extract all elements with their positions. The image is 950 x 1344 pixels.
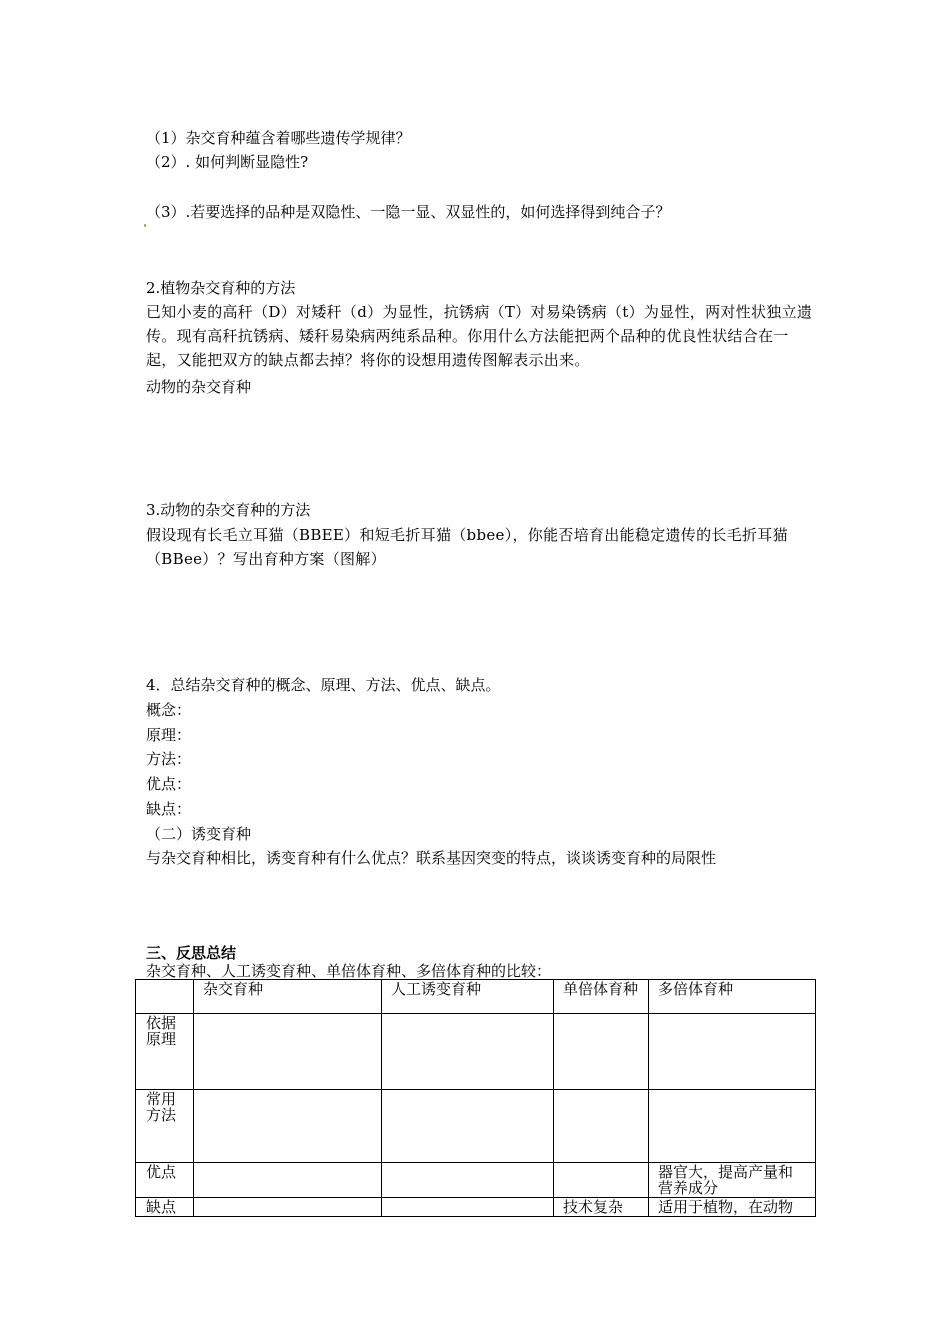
table-header-cell: 杂交育种 <box>194 980 382 1014</box>
table-cell <box>554 1163 649 1198</box>
table-cell <box>554 1014 649 1090</box>
table-header-cell: 人工诱变育种 <box>382 980 554 1014</box>
table-cell <box>554 1090 649 1163</box>
table-cell <box>194 1090 382 1163</box>
mutation-title: （二）诱变育种 <box>146 825 252 843</box>
table-cell: 技术复杂 <box>554 1198 649 1217</box>
table-row <box>136 1163 816 1198</box>
section-4-title: 4．总结杂交育种的概念、原理、方法、优点、缺点。 <box>146 676 501 694</box>
table-header-cell: 多倍体育种 <box>649 980 816 1014</box>
question-3: （3）.若要选择的品种是双隐性、一隐一显、双显性的，如何选择得到纯合子？ <box>146 203 671 221</box>
table-header-cell <box>136 980 194 1014</box>
reflection-title: 三、反思总结 <box>146 944 237 962</box>
section-3-title: 3.动物的杂交育种的方法 <box>146 501 311 519</box>
table-cell: 器官大，提高产量和营养成分 <box>649 1163 816 1198</box>
table-cell <box>382 1014 554 1090</box>
table-cell <box>194 1198 382 1217</box>
table-cell <box>382 1163 554 1198</box>
question-1: （1）杂交育种蕴含着哪些遗传学规律？ <box>146 129 411 147</box>
summary-item-concept: 概念： <box>146 701 192 719</box>
table-row <box>136 1014 816 1090</box>
table-header-cell: 单倍体育种 <box>554 980 649 1014</box>
table-row-label: 依据原理 <box>136 1014 194 1090</box>
table-row <box>136 1090 816 1163</box>
section-3-body: 假设现有长毛立耳猫（BBEE）和短毛折耳猫（bbee），你能否培育出能稳定遗传的长毛折耳猫（BBee）？写出育种方案（图解） <box>146 526 788 568</box>
section-2-subtitle: 动物的杂交育种 <box>146 378 252 396</box>
table-cell <box>649 1090 816 1163</box>
text-cursor-mark <box>144 224 146 227</box>
table-row-label: 优点 <box>136 1163 194 1198</box>
table-cell: 适用于植物，在动物 <box>649 1198 816 1217</box>
table-cell <box>382 1198 554 1217</box>
mutation-body: 与杂交育种相比，诱变育种有什么优点？联系基因突变的特点，谈谈诱变育种的局限性 <box>146 849 717 867</box>
summary-item-principle: 原理： <box>146 726 192 744</box>
table-row-label: 缺点 <box>136 1198 194 1217</box>
table-cell <box>194 1014 382 1090</box>
question-2: （2）. 如何判断显隐性? <box>146 153 309 171</box>
summary-item-method: 方法： <box>146 750 192 768</box>
table-cell <box>382 1090 554 1163</box>
table-row-label: 常用方法 <box>136 1090 194 1163</box>
reflection-intro: 杂交育种、人工诱变育种、单倍体育种、多倍体育种的比较： <box>146 962 552 980</box>
summary-item-advantage: 优点： <box>146 775 192 793</box>
comparison-table <box>135 979 816 1217</box>
section-2-title: 2.植物杂交育种的方法 <box>146 279 296 297</box>
summary-item-disadvantage: 缺点： <box>146 800 192 818</box>
table-cell <box>649 1014 816 1090</box>
table-cell <box>194 1163 382 1198</box>
table-header-row <box>136 980 816 1014</box>
table-row <box>136 1198 816 1217</box>
section-2-body: 已知小麦的高秆（D）对矮秆（d）为显性，抗锈病（T）对易染锈病（t）为显性，两对性状独立遗传。现有高秆抗锈病、矮秆易染病两纯系品种。你用什么方法能把两个品种的优良性状结合在一起，又能把双方的缺点都去掉？将你的设想用遗传图解表示出来。 <box>146 303 813 369</box>
